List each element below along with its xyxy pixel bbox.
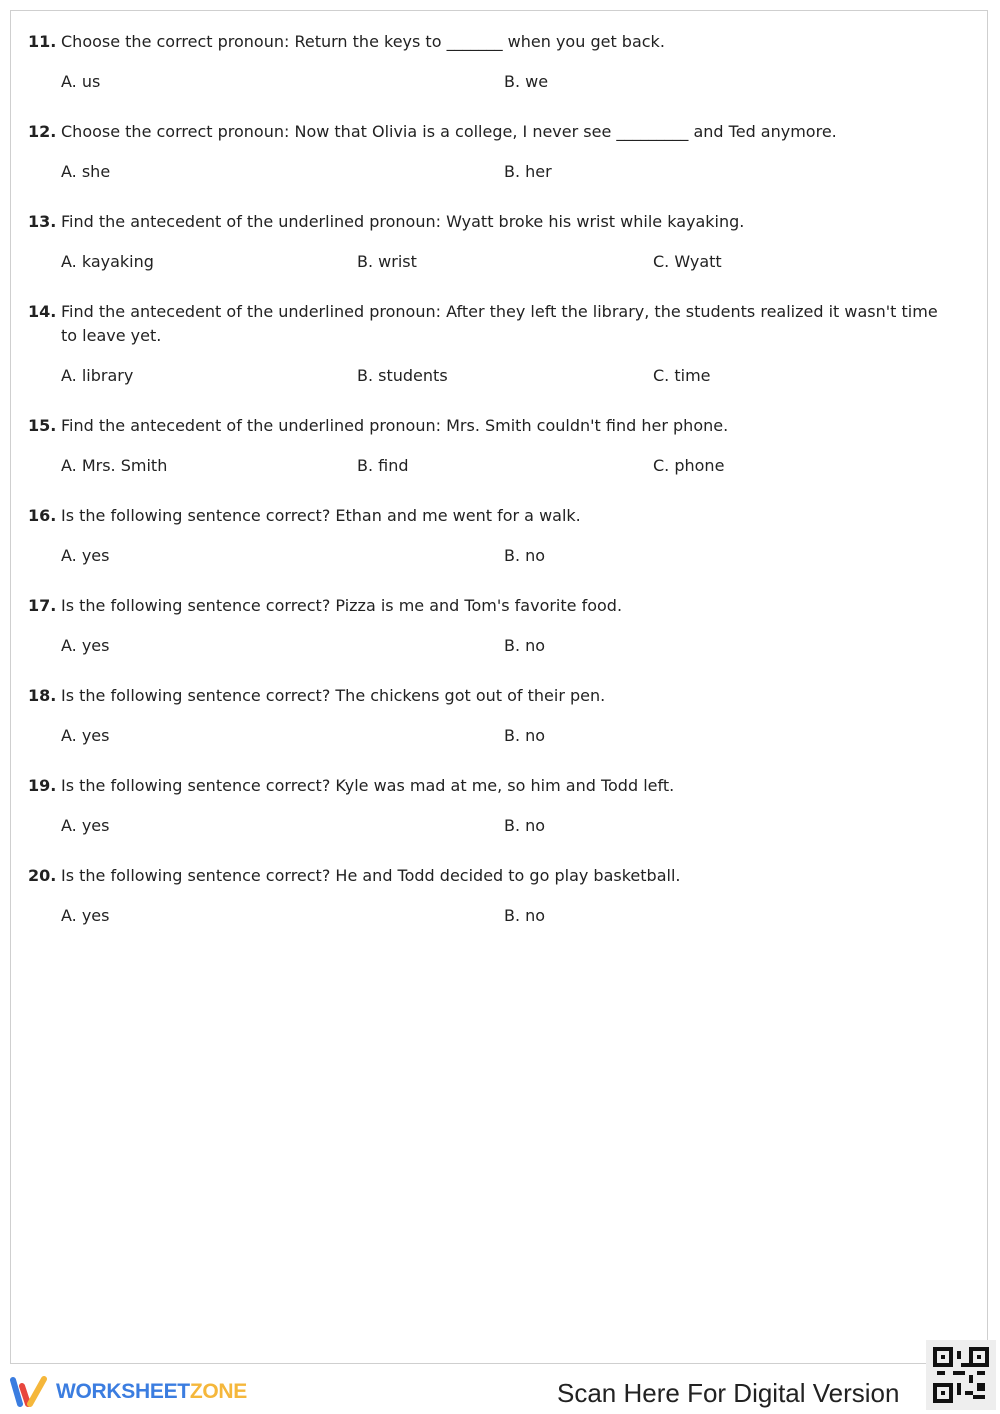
answer-options: [61, 724, 953, 748]
question-number: 20.: [28, 866, 57, 885]
question-text: Choose the correct pronoun: Return the keys to _______ when you get back.: [61, 32, 665, 51]
answer-options: [61, 364, 953, 388]
answer-options: [61, 250, 953, 274]
question-list: [28, 30, 953, 954]
brand-name: [56, 1380, 247, 1404]
question-line: [28, 774, 953, 798]
question-line: [28, 30, 953, 54]
answer-options: [61, 454, 953, 478]
question-text: Choose the correct pronoun: Now that Olivia is a college, I never see _________ and Ted anymore.: [61, 122, 837, 141]
answer-options: [61, 70, 953, 94]
answer-option[interactable]: A. yes: [61, 816, 110, 835]
question-text: Is the following sentence correct? Ethan and me went for a walk.: [61, 506, 581, 525]
answer-options: [61, 544, 953, 568]
question-item: [28, 300, 953, 388]
question-item: [28, 594, 953, 658]
question-number: 11.: [28, 32, 57, 51]
question-item: [28, 864, 953, 928]
question-text: Is the following sentence correct? The chickens got out of their pen.: [61, 686, 606, 705]
question-number: 18.: [28, 686, 57, 705]
worksheetzone-logo: [10, 1376, 247, 1408]
question-text: Is the following sentence correct? Pizza is me and Tom's favorite food.: [61, 596, 623, 615]
scan-text: Scan Here For Digital Version: [557, 1378, 900, 1408]
answer-option[interactable]: B. we: [504, 72, 549, 91]
question-number: 16.: [28, 506, 57, 525]
answer-option[interactable]: B. no: [504, 726, 546, 745]
answer-option[interactable]: A. she: [61, 162, 111, 181]
question-text: Find the antecedent of the underlined pronoun: After they left the library, the students realized it wasn't time to leave yet.: [61, 302, 938, 345]
answer-option[interactable]: A. yes: [61, 906, 110, 925]
answer-option[interactable]: B. no: [504, 816, 546, 835]
answer-option[interactable]: C. time: [653, 366, 711, 385]
question-number: 14.: [28, 302, 57, 321]
question-text: Find the antecedent of the underlined pronoun: Wyatt broke his wrist while kayaking.: [61, 212, 745, 231]
answer-option[interactable]: B. her: [504, 162, 552, 181]
question-text: Is the following sentence correct? Kyle was mad at me, so him and Todd left.: [61, 776, 675, 795]
question-line: [28, 504, 953, 528]
question-line: [28, 120, 953, 144]
brand-zone: ZONE: [189, 1380, 247, 1403]
answer-option[interactable]: A. yes: [61, 636, 110, 655]
answer-option[interactable]: B. students: [357, 366, 448, 385]
answer-option[interactable]: C. Wyatt: [653, 252, 722, 271]
question-text: Find the antecedent of the underlined pronoun: Mrs. Smith couldn't find her phone.: [61, 416, 729, 435]
answer-option[interactable]: B. no: [504, 546, 546, 565]
question-number: 13.: [28, 212, 57, 231]
question-item: [28, 120, 953, 184]
brand-worksheet: WORKSHEET: [56, 1380, 190, 1403]
answer-option[interactable]: A. kayaking: [61, 252, 154, 271]
question-item: [28, 504, 953, 568]
answer-option[interactable]: A. library: [61, 366, 134, 385]
question-item: [28, 774, 953, 838]
question-line: [28, 210, 953, 234]
question-item: [28, 30, 953, 94]
question-line: [28, 414, 953, 438]
answer-option[interactable]: B. no: [504, 906, 546, 925]
answer-options: [61, 814, 953, 838]
question-number: 17.: [28, 596, 57, 615]
footer: [0, 1366, 1000, 1414]
logo-w-icon: [10, 1376, 50, 1408]
answer-option[interactable]: A. us: [61, 72, 101, 91]
answer-options: [61, 160, 953, 184]
question-number: 19.: [28, 776, 57, 795]
answer-option[interactable]: A. Mrs. Smith: [61, 456, 168, 475]
answer-option[interactable]: B. find: [357, 456, 409, 475]
answer-option[interactable]: C. phone: [653, 456, 725, 475]
question-item: [28, 684, 953, 748]
question-number: 12.: [28, 122, 57, 141]
question-line: [28, 864, 953, 888]
answer-options: [61, 634, 953, 658]
question-line: [28, 684, 953, 708]
question-number: 15.: [28, 416, 57, 435]
worksheet-page: [10, 10, 988, 1364]
answer-option[interactable]: B. wrist: [357, 252, 417, 271]
question-line: [28, 300, 953, 348]
answer-option[interactable]: A. yes: [61, 726, 110, 745]
qr-code-icon[interactable]: [926, 1340, 996, 1410]
answer-options: [61, 904, 953, 928]
question-line: [28, 594, 953, 618]
question-text: Is the following sentence correct? He and Todd decided to go play basketball.: [61, 866, 681, 885]
question-item: [28, 414, 953, 478]
answer-option[interactable]: A. yes: [61, 546, 110, 565]
question-item: [28, 210, 953, 274]
answer-option[interactable]: B. no: [504, 636, 546, 655]
